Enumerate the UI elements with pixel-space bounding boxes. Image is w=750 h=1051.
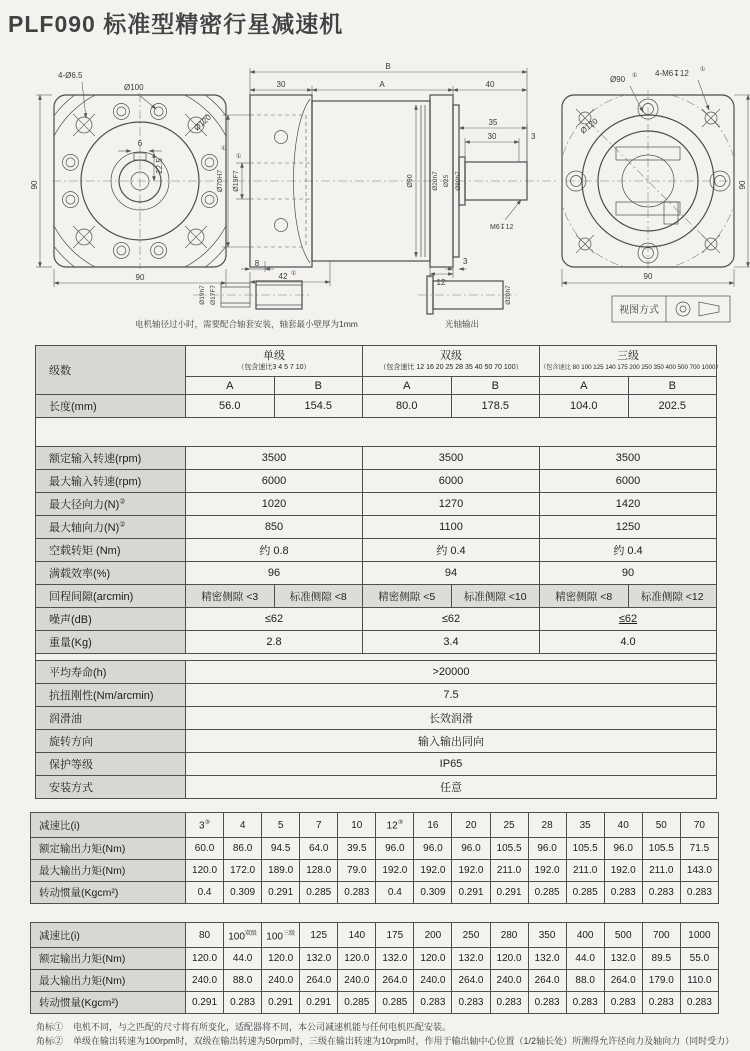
projection-circle-icon: [676, 302, 690, 316]
cell-value: 1270: [363, 493, 540, 516]
cell-value: 0.309: [414, 882, 452, 904]
dim-label: M6↧12: [490, 224, 514, 231]
spec-table: [35, 345, 722, 799]
ratio-value: 400: [566, 923, 604, 948]
cell-value: 0.4: [376, 882, 414, 904]
cell-value: 264.0: [376, 970, 414, 992]
cell-value: 1420: [540, 493, 717, 516]
dim-label: Ø20h7: [505, 285, 512, 305]
ratio-value: 70: [680, 813, 718, 838]
cell-value: 约 0.4: [540, 539, 717, 562]
row-label: 额定输出力矩(Nm): [31, 838, 186, 860]
cell-value: 128.0: [300, 860, 338, 882]
ratio-value: 50: [642, 813, 680, 838]
spec-row: [36, 470, 717, 493]
spec-row: [36, 661, 717, 684]
cell-value: 240.0: [414, 970, 452, 992]
row-label: 安装方式: [36, 776, 186, 799]
cell-value: 80.0: [363, 395, 452, 418]
cell-value: 132.0: [604, 948, 642, 970]
dim-label: Ø120: [192, 112, 213, 133]
ratio-value: 125: [300, 923, 338, 948]
footnote-line: [36, 1034, 734, 1048]
row-label: 最大输入转速(rpm): [36, 470, 186, 493]
spec-row: [36, 707, 717, 730]
cell-value: 192.0: [604, 860, 642, 882]
dim-label: 90: [643, 272, 653, 281]
weight-row: [36, 631, 717, 654]
spec-row: [36, 447, 717, 470]
cell-value: 211.0: [490, 860, 528, 882]
cell-value: 39.5: [338, 838, 376, 860]
cell-value: 71.5: [680, 838, 718, 860]
projection-box: [612, 296, 730, 322]
ratio-value: $100^{双级}$: [224, 923, 262, 948]
cell-value: 0.291: [490, 882, 528, 904]
dim-label: 12: [436, 278, 446, 287]
dim-label: 35: [488, 118, 498, 127]
cell-value: 264.0: [452, 970, 490, 992]
dim-label: A: [379, 80, 385, 89]
cell-value: 86.0: [224, 838, 262, 860]
spec-row: [36, 753, 717, 776]
spacer-row: [36, 654, 717, 661]
ratio-value: 7: [300, 813, 338, 838]
footnote-marker: 角标②: [36, 1036, 64, 1046]
footnote-line: [36, 1020, 734, 1034]
cell-value: 0.283: [604, 882, 642, 904]
stage-ratios: （包含速比 12 16 20 25 28 35 40 50 70 100）: [379, 364, 523, 371]
spacer: [36, 418, 717, 447]
ratio-value: 1000: [680, 923, 718, 948]
cell-value: 240.0: [338, 970, 376, 992]
dim-label: Ø100: [124, 83, 144, 92]
stage-triple: [540, 346, 722, 377]
col-header: B: [451, 377, 540, 395]
cell-value: 7.5: [186, 684, 717, 707]
ratio-header-row: [31, 813, 719, 838]
row-label: 平均寿命(h): [36, 661, 186, 684]
cell-value: 0.285: [566, 882, 604, 904]
cell-value: 3.4: [363, 631, 540, 654]
cell-value: 178.5: [451, 395, 540, 418]
dim-label: 30: [487, 132, 497, 141]
ratio-value: 4: [224, 813, 262, 838]
cell-value: 0.283: [680, 992, 718, 1014]
col-header: A: [363, 377, 452, 395]
cell-value: 1250: [540, 516, 717, 539]
cell-value: 0.285: [300, 882, 338, 904]
stage-name: 三级: [617, 350, 639, 362]
spec-row: [36, 776, 717, 799]
view-mode-label: 视图方式: [619, 305, 659, 316]
cell-value: ≤62: [540, 608, 717, 631]
cell-value: 0.283: [680, 882, 718, 904]
cell-value: ≤62: [363, 608, 540, 631]
col-header: B: [274, 377, 363, 395]
cell-value: 0.291: [186, 992, 224, 1014]
cell-value: 0.283: [604, 992, 642, 1014]
cell-value: 96.0: [452, 838, 490, 860]
dim-label: Ø90: [610, 75, 626, 84]
spec-row: [36, 516, 717, 539]
cell-value: 精密侧隙 <5: [363, 585, 452, 608]
cell-value: 标准侧隙 <12: [628, 585, 717, 608]
ratio-value: 10: [338, 813, 376, 838]
cell-value: 189.0: [262, 860, 300, 882]
footnote-sup: ①: [632, 73, 638, 79]
cell-value: 110.0: [680, 970, 718, 992]
ratio-value: 12③: [376, 813, 414, 838]
row-label: 额定输出力矩(Nm): [31, 948, 186, 970]
cell-value: 79.0: [338, 860, 376, 882]
cell-value: 192.0: [376, 860, 414, 882]
ratio-header-row: [31, 923, 719, 948]
cell-value: 60.0: [186, 838, 224, 860]
cell-value: 850: [186, 516, 363, 539]
cell-value: 1100: [363, 516, 540, 539]
footnote-text: 电机不同，与之匹配的尺寸将有所变化，适配器将不同，本公司减速机能与任何电机匹配安装。: [73, 1022, 452, 1032]
front-view: [30, 71, 248, 289]
ratio-header-label: 减速比(i): [31, 813, 186, 838]
cell-value: 96.0: [376, 838, 414, 860]
cell-value: 132.0: [300, 948, 338, 970]
stage-single: [186, 346, 363, 377]
ratio-value: 20: [452, 813, 490, 838]
col-header: A: [186, 377, 275, 395]
cell-value: 264.0: [300, 970, 338, 992]
cell-value: 132.0: [376, 948, 414, 970]
dim-label: Ø80h7: [455, 171, 462, 191]
spec-row: [36, 730, 717, 753]
cell-value: 精密侧隙 <3: [186, 585, 275, 608]
cell-value: IP65: [186, 753, 717, 776]
dim-label: Ø17F7: [210, 285, 217, 305]
stage-ratios: （包含速比 80 100 125 140 175 200 250 350 400 500 700 1000）: [540, 364, 722, 371]
cell-value: 172.0: [224, 860, 262, 882]
footnote-sup: ①: [221, 146, 227, 152]
cell-value: >20000: [186, 661, 717, 684]
cell-value: 104.0: [540, 395, 629, 418]
cell-value: 120.0: [338, 948, 376, 970]
ratio-data-row: [31, 970, 719, 992]
cell-value: 0.283: [452, 992, 490, 1014]
cell-value: 6000: [363, 470, 540, 493]
cell-value: 44.0: [566, 948, 604, 970]
cell-value: 154.5: [274, 395, 363, 418]
footnote-marker: 角标①: [36, 1022, 64, 1032]
footnote-text: 单级在输出转速为100rpm时，双级在输出转速为50rpm时，三级在输出转速为10rpm时，作用于输出轴中心位置（1/2轴长处）所测得允许径向力及轴向力（同时受力）: [73, 1036, 735, 1046]
row-label: 噪声(dB): [36, 608, 186, 631]
cell-value: 88.0: [566, 970, 604, 992]
stage-ratios: （包含速比3 4 5 7 10）: [237, 364, 311, 371]
row-label: 抗扭刚性(Nm/arcmin): [36, 684, 186, 707]
cell-value: 240.0: [186, 970, 224, 992]
row-label: 满载效率(%): [36, 562, 186, 585]
bushing-note: 电机轴径过小时，需要配合轴套安装，轴套最小壁厚为1mm: [135, 319, 358, 329]
footnote-sup: ①: [700, 67, 706, 73]
cell-value: 105.5: [642, 838, 680, 860]
length-row: [36, 395, 717, 418]
cell-value: 1020: [186, 493, 363, 516]
cell-value: 0.309: [224, 882, 262, 904]
cell-value: 143.0: [680, 860, 718, 882]
row-label: 保护等级: [36, 753, 186, 776]
cell-value: 192.0: [528, 860, 566, 882]
cell-value: 202.5: [628, 395, 717, 418]
row-label: 最大径向力(N)②: [36, 493, 186, 516]
cell-value: 56.0: [186, 395, 275, 418]
cell-value: 55.0: [680, 948, 718, 970]
row-label: 重量(Kg): [36, 631, 186, 654]
cell-value: 标准侧隙 <8: [274, 585, 363, 608]
page-title: PLF090 标准型精密行星减速机: [8, 11, 344, 37]
shaft-detail: [418, 276, 516, 329]
ratio-value: 16: [414, 813, 452, 838]
cell-value: 96.0: [604, 838, 642, 860]
ratio-value: 25: [490, 813, 528, 838]
cell-value: 0.291: [300, 992, 338, 1014]
cell-value: 0.285: [338, 992, 376, 1014]
dim-label: 30: [276, 80, 286, 89]
cell-value: 211.0: [566, 860, 604, 882]
ratio-value: $100^{三级}$: [262, 923, 300, 948]
footnote-sup: ①: [236, 154, 242, 160]
col-header: A: [540, 377, 629, 395]
dim-label: 90: [135, 273, 145, 282]
section-view: [217, 62, 556, 287]
dim-label: Ø120: [578, 116, 600, 136]
cell-value: 120.0: [186, 948, 224, 970]
cell-value: 94.5: [262, 838, 300, 860]
dim-label: B: [385, 62, 391, 71]
cell-value: 3500: [540, 447, 717, 470]
cell-value: 3500: [186, 447, 363, 470]
dim-label: Ø70H7: [217, 169, 224, 193]
dim-label: 4-M6↧12: [655, 69, 689, 78]
cell-value: 标准侧隙 <10: [451, 585, 540, 608]
stage-header-label: 级数: [36, 346, 186, 395]
footnote-sup: ①: [291, 271, 297, 277]
cell-value: 长效润滑: [186, 707, 717, 730]
cell-value: 约 0.8: [186, 539, 363, 562]
ratio-data-row: [31, 992, 719, 1014]
cell-value: 4.0: [540, 631, 717, 654]
cell-value: 0.291: [452, 882, 490, 904]
ratio-value: 40: [604, 813, 642, 838]
spec-row: [36, 493, 717, 516]
col-header: B: [628, 377, 717, 395]
cell-value: 精密侧隙 <8: [540, 585, 629, 608]
cell-value: 0.285: [528, 882, 566, 904]
dim-label: Ø19h7: [199, 285, 206, 305]
ratio-value: 35: [566, 813, 604, 838]
ratio-data-row: [31, 882, 719, 904]
cell-value: 0.283: [490, 992, 528, 1014]
ratio-value: 200: [414, 923, 452, 948]
ratio-value: 3③: [186, 813, 224, 838]
cell-value: 64.0: [300, 838, 338, 860]
cell-value: 120.0: [186, 860, 224, 882]
row-label: 转动惯量(Kgcm²): [31, 992, 186, 1014]
dim-label: 3: [463, 257, 468, 266]
dim-label: Ø19F7: [233, 170, 240, 192]
row-label: 长度(mm): [36, 395, 186, 418]
dim-label: 4-Ø6.5: [58, 71, 83, 80]
cell-value: 任意: [186, 776, 717, 799]
cell-value: 264.0: [528, 970, 566, 992]
row-label: 额定输入转速(rpm): [36, 447, 186, 470]
cell-value: 264.0: [604, 970, 642, 992]
cell-value: 240.0: [490, 970, 528, 992]
ratio-data-row: [31, 838, 719, 860]
spec-row: [36, 562, 717, 585]
ratio-value: 28: [528, 813, 566, 838]
cell-value: 约 0.4: [363, 539, 540, 562]
cell-value: 44.0: [224, 948, 262, 970]
cell-value: 120.0: [414, 948, 452, 970]
cell-value: 6000: [540, 470, 717, 493]
cell-value: 132.0: [452, 948, 490, 970]
ratio-data-row: [31, 948, 719, 970]
cell-value: 240.0: [262, 970, 300, 992]
dim-label: 90: [738, 180, 747, 190]
dim-label: Ø25: [443, 174, 450, 188]
dim-label: 8: [254, 259, 260, 268]
cell-value: 0.4: [186, 882, 224, 904]
cell-value: 89.5: [642, 948, 680, 970]
shaft-label: 光轴输出: [444, 319, 480, 329]
spec-row: [36, 539, 717, 562]
spec-row: [36, 684, 717, 707]
ratio-value: 140: [338, 923, 376, 948]
stage-header-row: [36, 346, 717, 377]
row-label: 最大轴向力(N)②: [36, 516, 186, 539]
cell-value: ≤62: [186, 608, 363, 631]
cell-value: 0.283: [528, 992, 566, 1014]
footnotes: [36, 1020, 734, 1048]
cell-value: 0.283: [566, 992, 604, 1014]
dim-label: 90: [30, 180, 39, 190]
cell-value: 94: [363, 562, 540, 585]
cell-value: 120.0: [490, 948, 528, 970]
row-label: 润滑油: [36, 707, 186, 730]
cell-value: 96.0: [528, 838, 566, 860]
ratio-value: 175: [376, 923, 414, 948]
stage-double: [363, 346, 540, 377]
cell-value: 105.5: [490, 838, 528, 860]
ratio-value: 700: [642, 923, 680, 948]
row-label: 转动惯量(Kgcm²): [31, 882, 186, 904]
spacer: [36, 654, 717, 661]
spacer-row: [36, 418, 717, 447]
stage-name: 单级: [263, 350, 285, 362]
cell-value: 3500: [363, 447, 540, 470]
dim-label: 22.5: [155, 158, 164, 174]
ratio-value: 250: [452, 923, 490, 948]
backlash-row: [36, 585, 717, 608]
ratio-table-high: [30, 922, 719, 1014]
ratio-value: 80: [186, 923, 224, 948]
cell-value: 2.8: [186, 631, 363, 654]
cell-value: 192.0: [414, 860, 452, 882]
dim-label: Ø90: [407, 174, 414, 188]
cell-value: 192.0: [452, 860, 490, 882]
dim-label: 6: [137, 139, 143, 148]
cell-value: 0.283: [642, 882, 680, 904]
cell-value: 120.0: [262, 948, 300, 970]
cell-value: 132.0: [528, 948, 566, 970]
cell-value: 0.283: [338, 882, 376, 904]
cell-value: 96: [186, 562, 363, 585]
stage-name: 双级: [440, 350, 462, 362]
cell-value: 0.291: [262, 882, 300, 904]
cell-value: 0.283: [642, 992, 680, 1014]
rear-view: [559, 66, 750, 287]
cell-value: 88.0: [224, 970, 262, 992]
dim-label: Ø20h7: [432, 171, 439, 191]
cell-value: 0.283: [414, 992, 452, 1014]
ratio-table-low: [30, 812, 719, 904]
cell-value: 179.0: [642, 970, 680, 992]
ratio-value: 350: [528, 923, 566, 948]
ratio-header-label: 减速比(i): [31, 923, 186, 948]
cell-value: 0.283: [224, 992, 262, 1014]
technical-drawing: [0, 50, 750, 350]
cell-value: 0.285: [376, 992, 414, 1014]
cell-value: 90: [540, 562, 717, 585]
projection-cone-icon: [699, 302, 719, 316]
row-label: 最大输出力矩(Nm): [31, 860, 186, 882]
dim-label: 40: [485, 80, 495, 89]
ratio-value: 500: [604, 923, 642, 948]
cell-value: 6000: [186, 470, 363, 493]
noise-row: [36, 608, 717, 631]
ratio-value: 280: [490, 923, 528, 948]
row-label: 空载转矩 (Nm): [36, 539, 186, 562]
cell-value: 96.0: [414, 838, 452, 860]
ratio-data-row: [31, 860, 719, 882]
dim-label: 3: [531, 132, 536, 141]
row-label: 旋转方向: [36, 730, 186, 753]
cell-value: 0.291: [262, 992, 300, 1014]
cell-value: 211.0: [642, 860, 680, 882]
row-label: 最大输出力矩(Nm): [31, 970, 186, 992]
cell-value: 105.5: [566, 838, 604, 860]
cell-value: 输入输出同向: [186, 730, 717, 753]
row-label: 回程间隙(arcmin): [36, 585, 186, 608]
dim-label: 42: [278, 272, 288, 281]
ratio-value: 5: [262, 813, 300, 838]
bushing-detail: [135, 281, 358, 330]
